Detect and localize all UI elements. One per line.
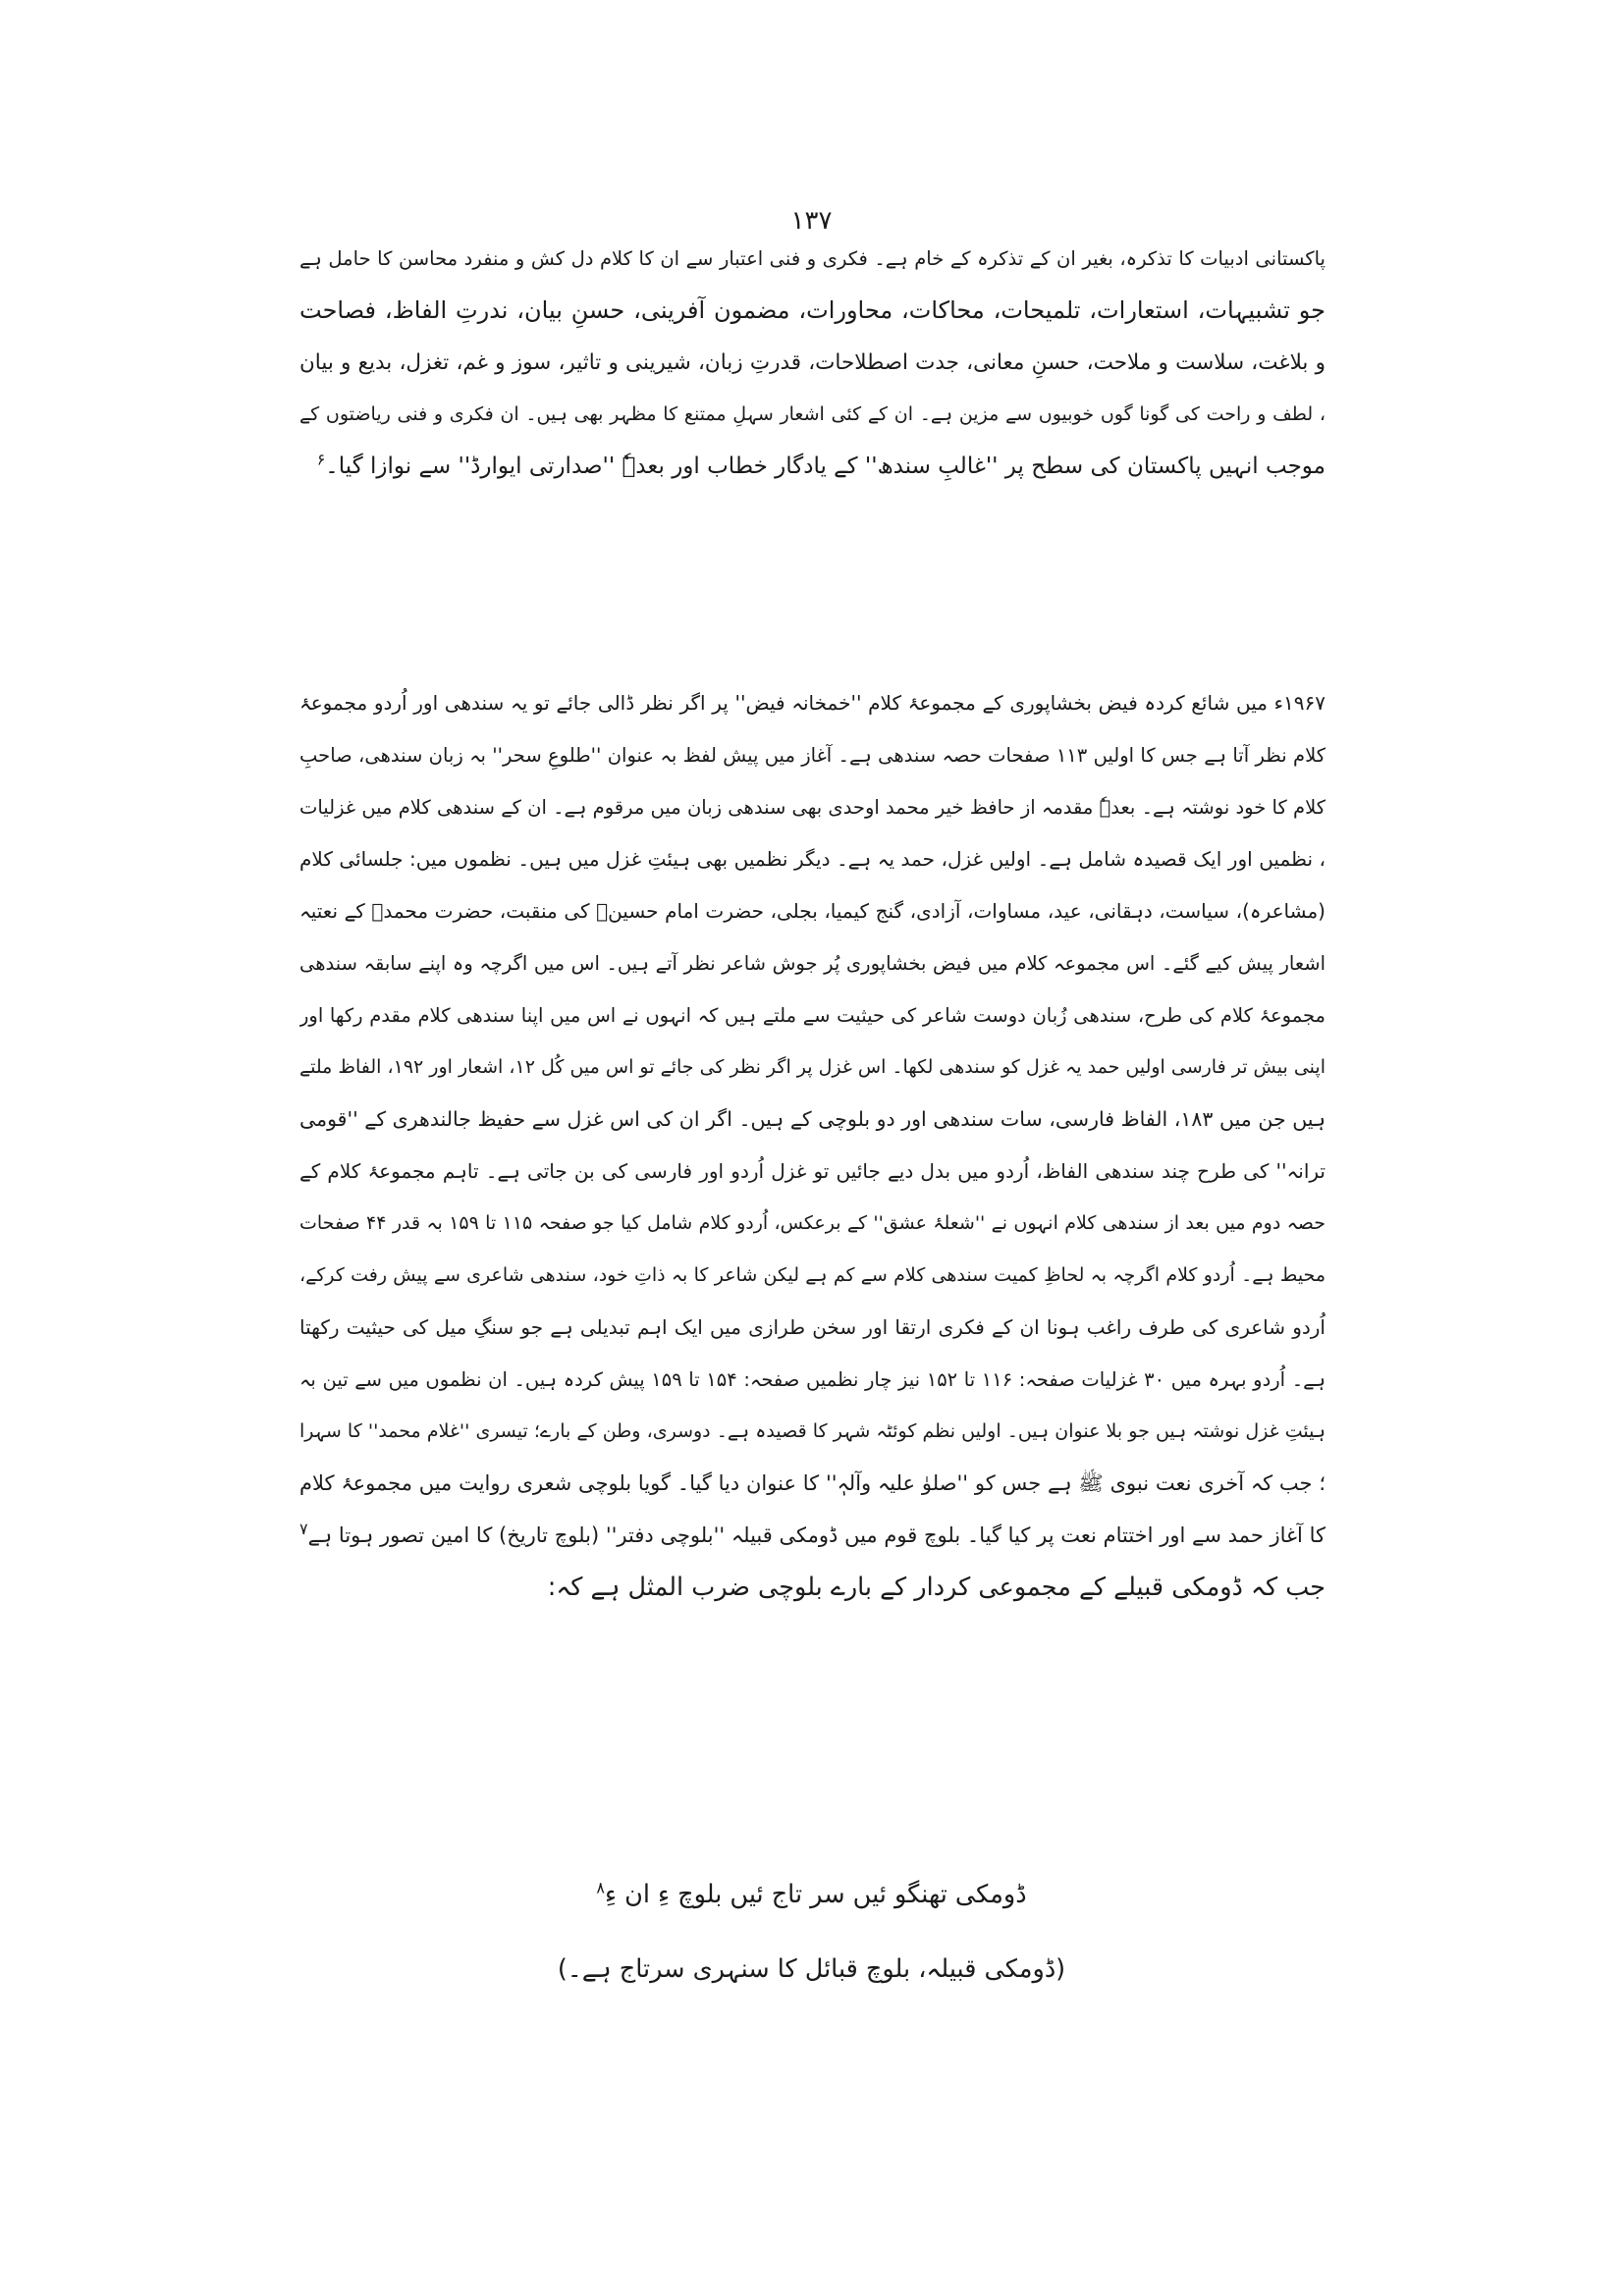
paragraph-line-with-footnote	[299, 441, 1325, 493]
paragraph-line: اپنی بیش تر فارسی اولیں حمد یہ غزل کو سندھی لکھا۔ اس غزل پر اگر نظر کی جائے تو اس میں کُل ۱۲، اشعار اور ۱۹۲، الفاظ ملتے	[299, 1056, 1325, 1078]
paragraph-line: پاکستانی ادبیات کا تذکرہ، بغیر ان کے تذکرہ کے خام ہے۔ فکری و فنی اعتبار سے ان کا کلام دل کش و منفرد محاسن کا حامل ہے	[299, 247, 1325, 270]
paragraph-line: کلام کا خود نوشتہ ہے۔ بعدہٗ مقدمہ از حافظ خیر محمد اوحدی بھی سندھی زبان میں مرقوم ہے۔ ان کے سندھی کلام میں غزلیات	[299, 796, 1325, 819]
paragraph-2	[299, 677, 1325, 1614]
footnote-marker: ۷	[299, 1520, 308, 1538]
paragraph-1	[299, 233, 1325, 493]
paragraph-line: و بلاغت، سلاست و ملاحت، حسنِ معانی، جدت اصطلاحات، قدرتِ زبان، شیرینی و تاثیر، سوز و غم، تغزل، بدیع و بیان	[299, 350, 1325, 375]
paragraph-line: ہیں جن میں ۱۸۳، الفاظ فارسی، سات سندھی اور دو بلوچی کے ہیں۔ اگر ان کی اس غزل سے حفیظ جالندھری کے ''قومی	[299, 1107, 1325, 1131]
paragraph-line: ۱۹۶۷ء میں شائع کردہ فیض بخشاپوری کے مجموعۂ کلام ''خمخانہ فیض'' پر اگر نظر ڈالی جائے تو یہ سندھی اور اُردو مجموعۂ	[299, 691, 1325, 715]
paragraph-line: (مشاعرہ)، سیاست، دہقانی، عید، مساوات، آزادی، گنج کیمیا، بجلی، حضرت امام حسینؑ کی منقبت، حضرت محمدؐ کے نعتیہ	[299, 899, 1325, 923]
paragraph-line: محیط ہے۔ اُردو کلام اگرچہ بہ لحاظِ کمیت سندھی کلام سے کم ہے لیکن شاعر کا بہ ذاتِ خود، سندھی شاعری سے پیش رفت کرکے،	[299, 1264, 1325, 1286]
paragraph-line: ہیئتِ غزل نوشتہ ہیں جو بلا عنوان ہیں۔ اولیں نظم کوئٹہ شہر کا قصیدہ ہے۔ دوسری، وطن کے بارے؛ تیسری ''غلام محمد'' کا سہرا	[299, 1420, 1325, 1442]
paragraph-line-with-footnote	[299, 1510, 1325, 1562]
paragraph-line: جو تشبیہات، استعارات، تلمیحات، محاکات، محاورات، مضمون آفرینی، حسنِ بیان، ندرتِ الفاظ، فصاحت	[299, 296, 1325, 324]
page-number: ۱۳۷	[790, 206, 833, 236]
paragraph-line: جب کہ ڈومکی قبیلے کے مجموعی کردار کے بارے بلوچی ضرب المثل ہے کہ:	[547, 1573, 1325, 1602]
verse-text: ڈومکی تھنگو ئیں سر تاج ئیں بلوچ ءِ ان ءِ	[605, 1880, 1027, 1909]
paragraph-line: اشعار پیش کیے گئے۔ اس مجموعہ کلام میں فیض بخشاپوری پُر جوش شاعر نظر آتے ہیں۔ اس میں اگرچہ وہ اپنے سابقہ سندھی	[299, 952, 1325, 975]
paragraph-line: ، نظمیں اور ایک قصیدہ شامل ہے۔ اولیں غزل، حمد یہ ہے۔ دیگر نظمیں بھی ہیئتِ غزل میں ہیں۔ نظموں میں: جلسائی کلام	[299, 847, 1325, 871]
paragraph-line: ہے۔ اُردو بہرہ میں ۳۰ غزلیات صفحہ: ۱۱۶ تا ۱۵۲ نیز چار نظمیں صفحہ: ۱۵۴ تا ۱۵۹ پیش کردہ ہیں۔ ان نظموں میں سے تین بہ	[299, 1368, 1325, 1391]
paragraph-line: حصہ دوم میں بعد از سندھی کلام انہوں نے ''شعلۂ عشق'' کے برعکس، اُردو کلام شامل کیا جو صفحہ ۱۱۵ تا ۱۵۹ بہ قدر ۴۴ صفحات	[299, 1212, 1325, 1234]
footnote-marker: ۸	[596, 1878, 606, 1897]
paragraph-line: مجموعۂ کلام کی طرح، سندھی زُبان دوست شاعر کی حیثیت سے ملتے ہیں کہ انہوں نے اس میں اپنا سندھی کلام مقدم رکھا اور	[299, 1004, 1325, 1027]
balochi-verse	[0, 1880, 1623, 1909]
footnote-marker: ۶	[316, 450, 326, 469]
paragraph-line-text: موجب انہیں پاکستان کی سطح پر ''غالبِ سندھ'' کے یادگار خطاب اور بعدہٗ ''صدارتی ایوارڈ'' سے نوازا گیا۔	[325, 454, 1325, 479]
paragraph-line-text: کا آغاز حمد سے اور اختتام نعت پر کیا گیا۔ بلوچ قوم میں ڈومکی قبیلہ ''بلوچی دفتر'' (بلوچ تاریخ) کا امین تصور ہوتا ہے	[307, 1523, 1325, 1547]
paragraph-line: کلام نظر آتا ہے جس کا اولیں ۱۱۳ صفحات حصہ سندھی ہے۔ آغاز میں پیش لفظ بہ عنوان ''طلوعِ سحر'' بہ زبان سندھی، صاحبِ	[299, 744, 1325, 767]
paragraph-line: ترانہ'' کی طرح چند سندھی الفاظ، اُردو میں بدل دیے جائیں تو غزل اُردو اور فارسی کی بن جاتی ہے۔ تاہم مجموعۂ کلام کے	[299, 1159, 1325, 1183]
paragraph-line: اُردو شاعری کی طرف راغب ہونا ان کے فکری ارتقا اور سخن طرازی میں ایک اہم تبدیلی ہے جو سنگِ میل کی حیثیت رکھتا	[299, 1315, 1325, 1339]
verse-translation: (ڈومکی قبیلہ، بلوچ قبائل کا سنہری سرتاج ہے۔)	[557, 1954, 1066, 1984]
paragraph-line: ؛ جب کہ آخری نعت نبوی ﷺ ہے جس کو ''صلوٰ علیہ وآلہٖ'' کا عنوان دیا گیا۔ گویا بلوچی شعری روایت میں مجموعۂ کلام	[299, 1471, 1325, 1495]
paragraph-line: ، لطف و راحت کی گونا گوں خوبیوں سے مزین ہے۔ ان کے کئی اشعار سہلِ ممتنع کا مظہر بھی ہیں۔ ان فکری و فنی ریاضتوں کے	[299, 403, 1325, 425]
